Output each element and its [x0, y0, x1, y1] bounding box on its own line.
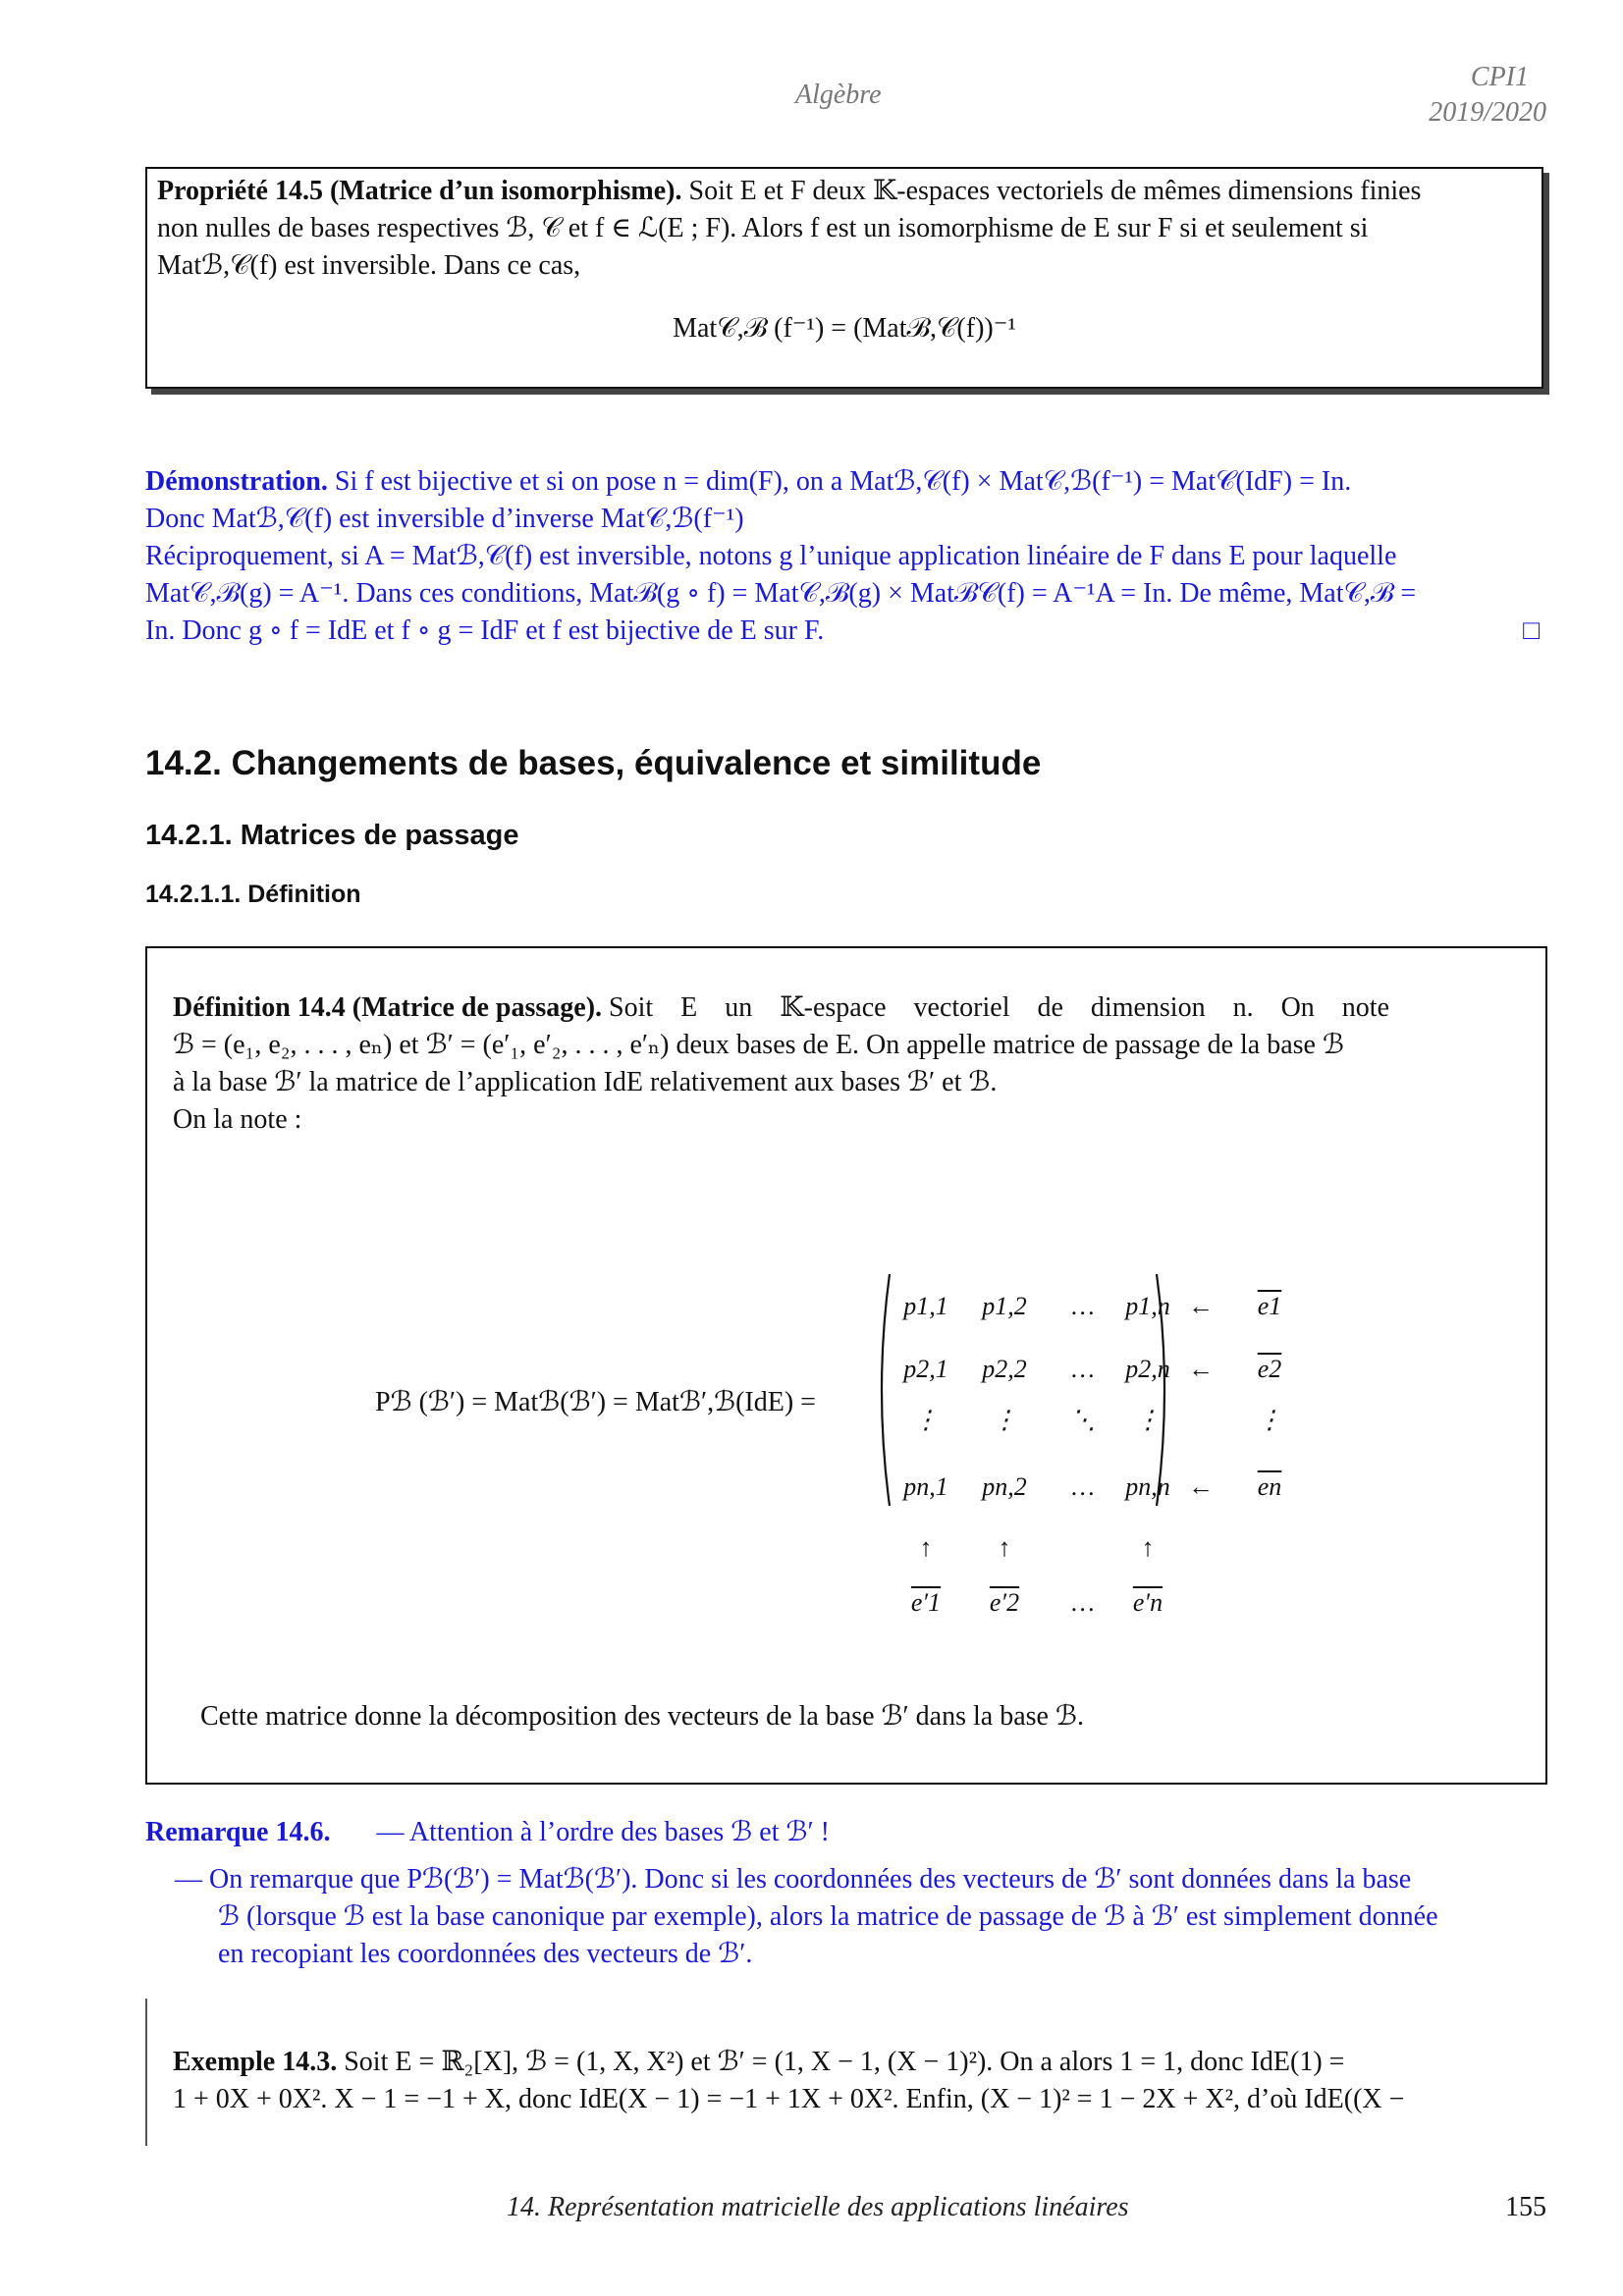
demo-line-3: Réciproquement, si A = Matℬ,𝒞(f) est inversible, notons g l’unique application linéaire de F dans E pour laquelle [145, 541, 1397, 571]
matrix-cell: p1,n [1125, 1292, 1170, 1320]
section-heading: 14.2. Changements de bases, équivalence et similitude [145, 744, 1042, 782]
row-arrow: ← [1188, 1472, 1214, 1501]
def-line-3: à la base ℬ′ la matrice de l’application IdE relativement aux bases ℬ′ et ℬ. [173, 1067, 998, 1097]
property-line-1 [157, 173, 1532, 210]
running-header-class: CPI1 [1470, 62, 1529, 92]
def-line-2: ℬ = (e₁, e₂, . . . , eₙ) et ℬ′ = (e′₁, e′₂, . . . , e′ₙ) deux bases de E. On appelle matrice de passage de la base ℬ [173, 1030, 1344, 1060]
running-header-subject: Algèbre [795, 80, 882, 110]
matrix-cell: pn,2 [982, 1472, 1027, 1501]
remark-item-2-line-2: ℬ (lorsque ℬ est la base canonique par exemple), alors la matrice de passage de ℬ à ℬ′ est simplement donnée [218, 1901, 1438, 1932]
subsection-heading: 14.2.1. Matrices de passage [145, 820, 519, 851]
definition-text [173, 989, 1520, 1139]
demo-line-1 [145, 463, 1543, 501]
example-line-2: 1 + 0X + 0X². X − 1 = −1 + X, donc IdE(X − 1) = −1 + 1X + 0X². Enfin, (X − 1)² = 1 − 2X + X², d’où IdE((X − [173, 2084, 1405, 2114]
row-vector-label: $\overline{en}$ [1257, 1472, 1282, 1501]
matrix-left-paren [872, 1272, 893, 1519]
property-line-2: non nulles de bases respectives ℬ, 𝒞 et f ∈ ℒ(E ; F). Alors f est un isomorphisme de E sur F si et seulement si [157, 213, 1369, 243]
matrix-cell: … [1071, 1472, 1095, 1501]
matrix-cell: pn,n [1125, 1472, 1170, 1501]
column-vector-label: e′n [1132, 1588, 1163, 1617]
demonstration [145, 463, 1543, 650]
definition-title: Définition 14.4 (Matrice de passage). [173, 992, 603, 1023]
matrix-cell: p2,2 [982, 1355, 1027, 1383]
definition-box [145, 946, 1547, 1785]
matrix-cell: ⋱ [1070, 1406, 1096, 1434]
demo-title: Démonstration. [145, 466, 328, 497]
passage-formula-lhs: Pℬ (ℬ′) = Matℬ(ℬ′) = Matℬ′,ℬ(IdE) = [375, 1387, 816, 1417]
row-arrow: ← [1188, 1355, 1214, 1383]
running-header-year: 2019/2020 [1429, 97, 1546, 128]
subsubsection-heading: 14.2.1.1. Définition [145, 881, 361, 908]
example-bar [145, 1999, 147, 2146]
matrix-cell: p2,n [1125, 1355, 1170, 1383]
matrix-cell: p2,1 [903, 1355, 948, 1383]
matrix-cell: p1,1 [903, 1292, 948, 1320]
property-title: Propriété 14.5 (Matrice d’un isomorphisme). [157, 176, 682, 206]
demo-line-2: Donc Matℬ,𝒞(f) est inversible d’inverse Mat𝒞,ℬ(f⁻¹) [145, 504, 744, 534]
remark-item-2-line-1: — On remarque que Pℬ(ℬ′) = Matℬ(ℬ′). Donc si les coordonnées des vecteurs de ℬ′ sont données dans la base [175, 1864, 1412, 1895]
matrix-cell: … [1071, 1355, 1095, 1383]
column-vector-label: e′2 [989, 1588, 1020, 1617]
property-line-3: Matℬ,𝒞(f) est inversible. Dans ce cas, [157, 250, 581, 281]
remark-line-1 [145, 1814, 1543, 1851]
passage-matrix [872, 1272, 1402, 1645]
property-text-1: Soit E et F deux 𝕂-espaces vectoriels de mêmes dimensions finies [688, 176, 1422, 206]
row-vector-label: e1 [1257, 1292, 1282, 1320]
column-vector-label: … [1071, 1588, 1095, 1617]
def-text-1: Soit E un 𝕂-espace vectoriel de dimension n. On note [609, 992, 1390, 1023]
example-text-1: Soit E = ℝ₂[X], ℬ = (1, X, X²) et ℬ′ = (1, X − 1, (X − 1)²). On a alors 1 = 1, donc IdE(1) = [344, 2047, 1345, 2077]
footer-chapter: 14. Représentation matricielle des applications linéaires [507, 2192, 1129, 2222]
example [173, 2044, 1543, 2118]
property-box [145, 167, 1543, 389]
matrix-cell: p1,2 [982, 1292, 1027, 1320]
demo-line-4: Mat𝒞,ℬ(g) = A⁻¹. Dans ces conditions, Matℬ(g ∘ f) = Mat𝒞,ℬ(g) × Matℬ𝒞(f) = A⁻¹A = In. De même, Mat𝒞,ℬ = [145, 578, 1417, 609]
matrix-cell: ⋮ [913, 1406, 939, 1434]
column-arrow: ↑ [919, 1533, 933, 1562]
def-line-1 [173, 989, 1520, 1027]
remark-title: Remarque 14.6. [145, 1817, 331, 1847]
property-formula: Mat𝒞,ℬ (f⁻¹) = (Matℬ,𝒞(f))⁻¹ [673, 313, 1016, 344]
column-vector-label: e′1 [910, 1588, 942, 1617]
matrix-cell: pn,1 [903, 1472, 948, 1501]
example-title: Exemple 14.3. [173, 2047, 338, 2077]
matrix-cell: ⋮ [992, 1406, 1017, 1434]
remark [145, 1814, 1543, 1973]
row-vector-label: e2 [1257, 1355, 1282, 1383]
footer-page-number: 155 [1505, 2192, 1546, 2222]
matrix-cell: … [1071, 1292, 1095, 1320]
qed-symbol: □ [1523, 615, 1540, 646]
row-arrow: ← [1188, 1292, 1214, 1320]
row-vector-label: ⋮ [1257, 1406, 1282, 1434]
remark-item-2-line-3: en recopiant les coordonnées des vecteurs de ℬ′. [218, 1939, 753, 1969]
matrix-cell: ⋮ [1135, 1406, 1161, 1434]
column-arrow: ↑ [998, 1533, 1011, 1562]
demo-text-5: In. Donc g ∘ f = IdE et f ∘ g = IdF et f est bijective de E sur F. [145, 615, 825, 646]
demo-line-5 [145, 613, 1543, 650]
def-line-4: On la note : [173, 1104, 302, 1135]
column-arrow: ↑ [1141, 1533, 1155, 1562]
definition-closing: Cette matrice donne la décomposition des vecteurs de la base ℬ′ dans la base ℬ. [200, 1701, 1084, 1732]
remark-item-1: — Attention à l’ordre des bases ℬ et ℬ′ ! [376, 1817, 830, 1847]
example-line-1 [173, 2044, 1543, 2081]
demo-text-1: Si f est bijective et si on pose n = dim(F), on a Matℬ,𝒞(f) × Mat𝒞,ℬ(f⁻¹) = Mat𝒞(IdF) = In. [334, 466, 1352, 497]
